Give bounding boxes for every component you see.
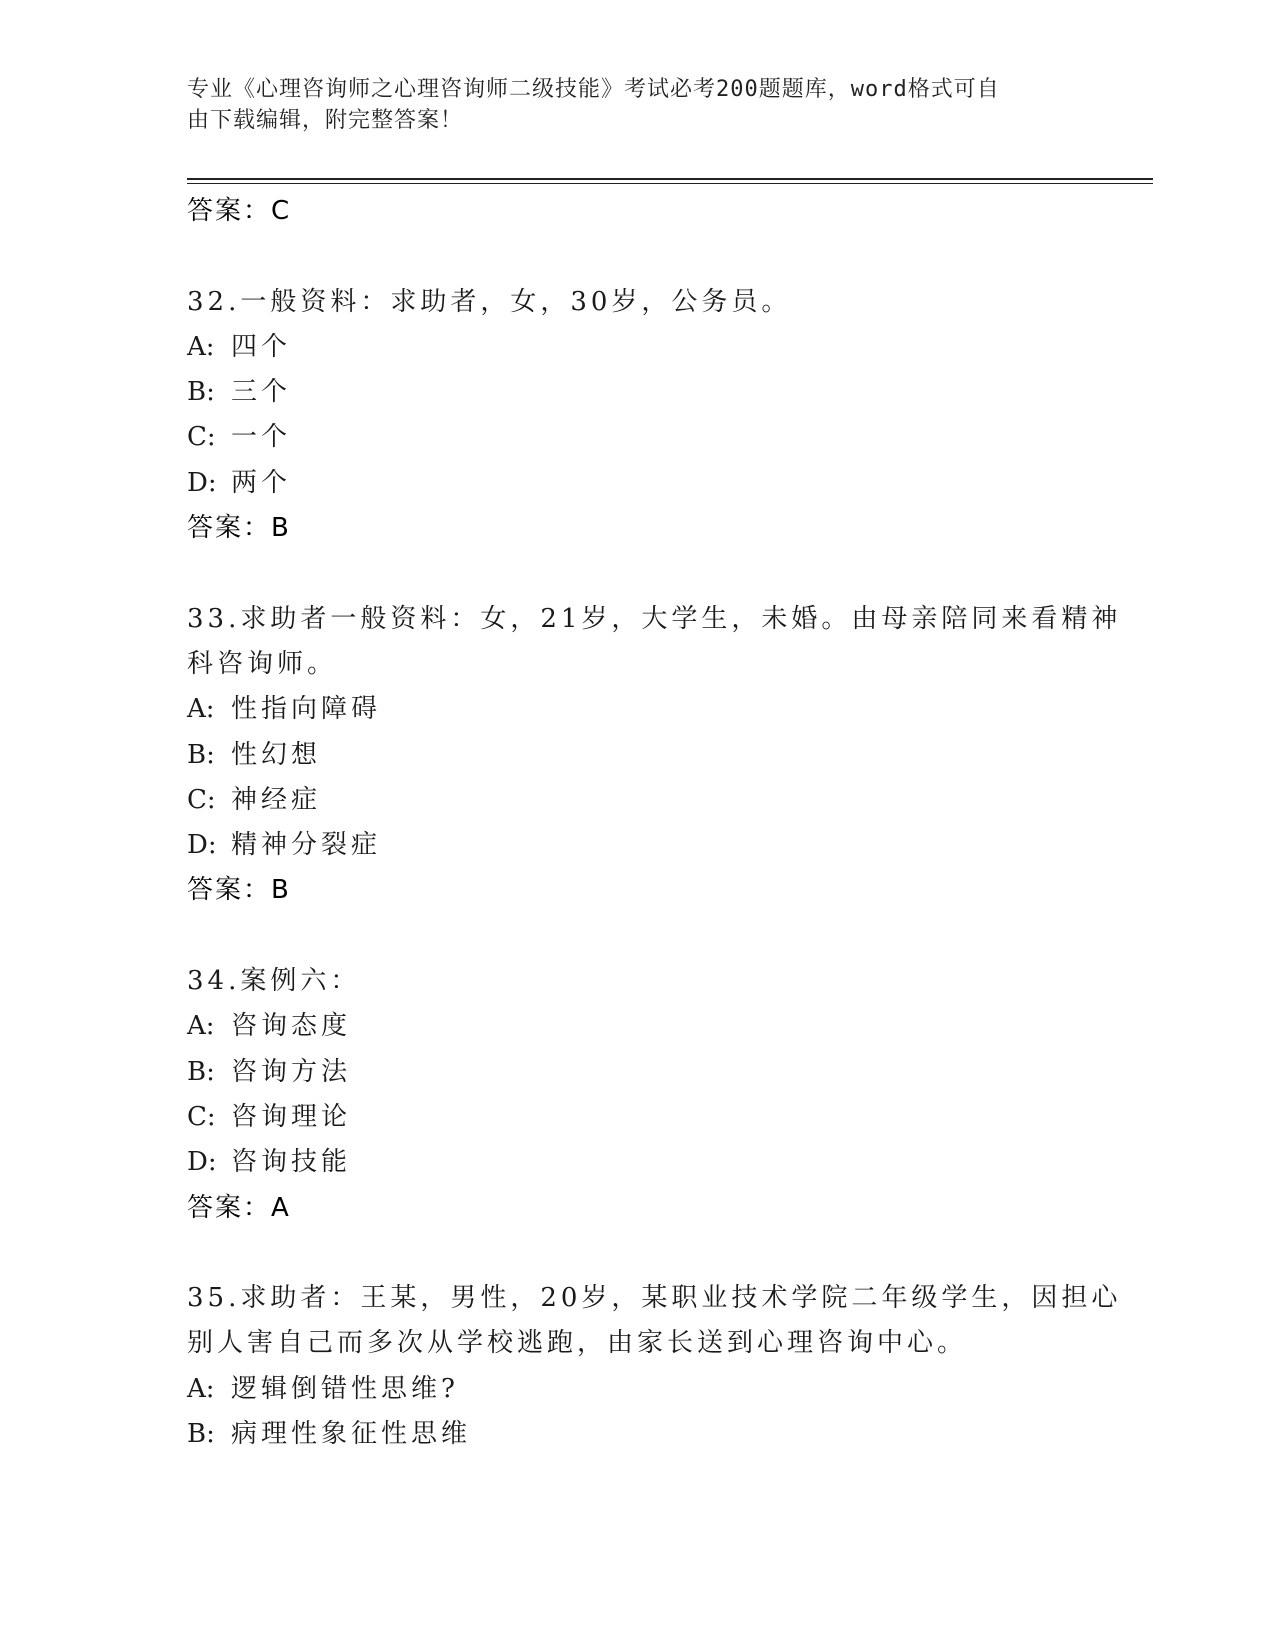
option-text: 性指向障碍 xyxy=(231,694,382,725)
spacer xyxy=(187,914,1087,959)
option-label: D: xyxy=(187,830,217,861)
option-b xyxy=(187,370,1087,415)
option-label: D: xyxy=(187,467,217,498)
option-d xyxy=(187,1140,1087,1185)
header-rule-thick xyxy=(187,178,1153,180)
header-rule-thin xyxy=(187,183,1153,184)
option-label: B: xyxy=(187,1419,215,1450)
option-b xyxy=(187,1050,1087,1095)
option-c xyxy=(187,778,1087,823)
answer-line: 答案：A xyxy=(187,1192,291,1223)
spacer xyxy=(187,234,1087,279)
option-d xyxy=(187,461,1087,506)
spacer xyxy=(187,1231,1087,1276)
question-list xyxy=(187,189,1122,1457)
option-text: 性幻想 xyxy=(231,739,322,770)
option-text: 三个 xyxy=(231,377,292,408)
answer-line: 答案：C xyxy=(187,196,292,226)
option-text: 四个 xyxy=(231,331,292,362)
question-34 xyxy=(187,959,1087,1231)
question-stem: 34.案例六： xyxy=(187,966,361,997)
question-32 xyxy=(187,280,1087,552)
option-label: A: xyxy=(187,1011,215,1042)
document-header xyxy=(187,74,1067,136)
question-stem-continued: 别人害自己而多次从学校逃跑，由家长送到心理咨询中心。 xyxy=(187,1328,968,1359)
option-label: D: xyxy=(187,1147,217,1178)
option-label: C: xyxy=(187,422,216,453)
option-text: 咨询理论 xyxy=(231,1101,352,1132)
option-b xyxy=(187,1412,1087,1457)
option-label: A: xyxy=(187,1373,215,1404)
option-label: C: xyxy=(187,1101,216,1132)
option-b xyxy=(187,733,1087,778)
answer-line: 答案：B xyxy=(187,513,291,544)
option-label: B: xyxy=(187,377,215,408)
option-a xyxy=(187,1004,1087,1049)
option-a xyxy=(187,687,1087,732)
option-text: 两个 xyxy=(231,467,292,498)
option-c xyxy=(187,415,1087,460)
question-stem: 32.一般资料：求助者，女，30岁，公务员。 xyxy=(187,286,792,317)
option-d xyxy=(187,823,1087,868)
spacer xyxy=(187,551,1087,596)
option-text: 咨询方法 xyxy=(231,1056,352,1087)
question-stem: 35.求助者：王某，男性，20岁，某职业技术学院二年级学生，因担心 xyxy=(187,1283,1122,1314)
option-label: A: xyxy=(187,694,215,725)
option-text: 逻辑倒错性思维? xyxy=(231,1373,459,1404)
option-text: 神经症 xyxy=(231,784,322,815)
question-stem-continued: 科咨询师。 xyxy=(187,648,338,679)
option-a xyxy=(187,325,1087,370)
question-33 xyxy=(187,597,1122,914)
option-label: C: xyxy=(187,784,216,815)
option-text: 病理性象征性思维 xyxy=(231,1419,472,1450)
option-c xyxy=(187,1095,1087,1140)
option-label: B: xyxy=(187,739,215,770)
header-line-1: 专业《心理咨询师之心理咨询师二级技能》考试必考200题题库，word格式可自 xyxy=(187,77,1000,102)
option-label: A: xyxy=(187,331,215,362)
option-text: 咨询态度 xyxy=(231,1011,352,1042)
option-text: 精神分裂症 xyxy=(231,830,382,861)
option-text: 咨询技能 xyxy=(231,1147,352,1178)
question-35 xyxy=(187,1276,1122,1457)
header-line-2: 由下载编辑，附完整答案！ xyxy=(187,108,464,133)
answer-line: 答案：B xyxy=(187,875,291,906)
option-a xyxy=(187,1367,1087,1412)
option-text: 一个 xyxy=(231,422,292,453)
option-label: B: xyxy=(187,1056,215,1087)
question-stem: 33.求助者一般资料：女，21岁，大学生，未婚。由母亲陪同来看精神 xyxy=(187,603,1122,634)
